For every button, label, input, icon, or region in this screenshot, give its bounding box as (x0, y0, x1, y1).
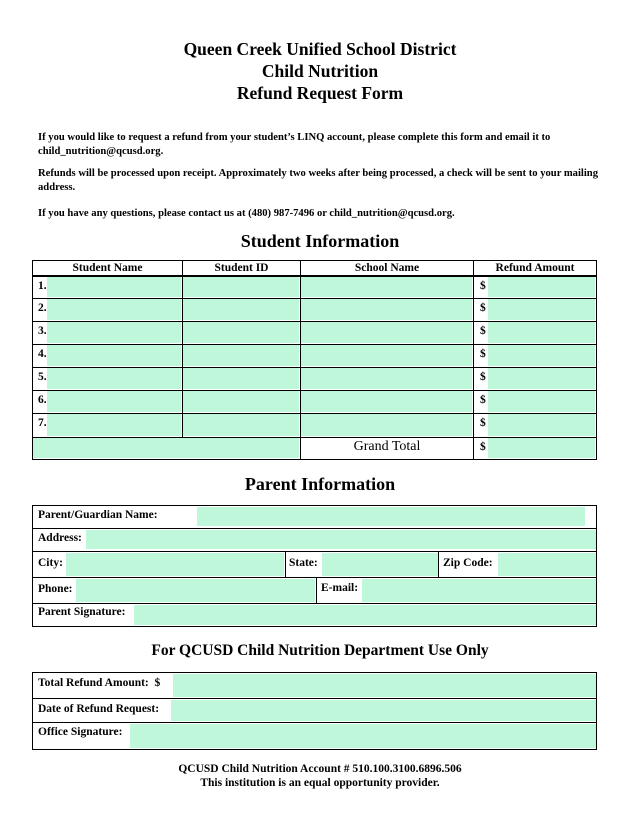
parent-row-line (32, 551, 597, 552)
grand-total-currency: $ (480, 441, 486, 453)
row-number: 4. (38, 348, 47, 360)
refund-currency-symbol: $ (480, 348, 486, 360)
office-signature-label: Office Signature: (38, 726, 123, 738)
student-section-title: Student Information (240, 231, 400, 251)
total-refund-amount-label (38, 677, 160, 689)
student-row-line (32, 344, 597, 345)
col-header-student-id: Student ID (214, 262, 269, 274)
grand-total-label: Grand Total (353, 439, 421, 454)
intro-paragraph-2: Refunds will be processed upon receipt. Approximately two weeks after being processed, a check will be sent to your mailing address. (38, 168, 598, 193)
parent-row-line (32, 528, 597, 529)
col-divider-1 (182, 260, 183, 438)
parent-col-line (316, 577, 317, 603)
col-header-school-name: School Name (354, 262, 420, 274)
refund-currency-symbol: $ (480, 371, 486, 383)
parent-col-line (438, 551, 439, 577)
state-label: State: (289, 557, 318, 569)
row-number: 1. (38, 280, 47, 292)
parent-signature-label: Parent Signature: (38, 606, 126, 618)
guardian-name-label: Parent/Guardian Name: (38, 509, 158, 521)
office-section-title: For QCUSD Child Nutrition Department Use Only (151, 642, 489, 659)
email-label: E-mail: (321, 582, 359, 594)
department-title: Child Nutrition (261, 61, 379, 81)
student-row-line (32, 437, 597, 438)
zip-code-label: Zip Code: (443, 557, 493, 569)
total-refund-currency: $ (154, 677, 161, 689)
col-divider-3 (473, 260, 474, 460)
refund-currency-symbol: $ (480, 325, 486, 337)
parent-row-line (32, 577, 597, 578)
parent-row-line (32, 603, 597, 604)
col-header-refund-amount: Refund Amount (495, 262, 575, 274)
address-label: Address: (38, 532, 82, 544)
student-row-line (32, 413, 597, 414)
student-row-line (32, 298, 597, 299)
phone-label: Phone: (38, 583, 73, 595)
equal-opportunity-statement: This institution is an equal opportunity provider. (200, 777, 440, 789)
total-refund-amount-text: Total Refund Amount: (38, 677, 149, 689)
refund-currency-symbol: $ (480, 280, 486, 292)
parent-section-title: Parent Information (244, 474, 396, 494)
account-number: QCUSD Child Nutrition Account # 510.100.3100.6896.506 (178, 763, 462, 775)
student-row-line (32, 321, 597, 322)
parent-col-line (285, 551, 286, 577)
student-table-border (32, 260, 597, 460)
student-row-line (32, 367, 597, 368)
refund-currency-symbol: $ (480, 394, 486, 406)
form-title: Refund Request Form (236, 83, 404, 103)
student-row-line (32, 390, 597, 391)
intro-paragraph-3: If you have any questions, please contact us at (480) 987-7496 or child_nutrition@qcusd.org. (38, 208, 455, 219)
header-divider (32, 275, 597, 277)
refund-request-date-label: Date of Refund Request: (38, 703, 160, 715)
city-label: City: (38, 557, 63, 569)
refund-currency-symbol: $ (480, 417, 486, 429)
row-number: 6. (38, 394, 47, 406)
intro-paragraph-1: If you would like to request a refund from your student’s LINQ account, please complete this form and email it to child_nutrition@qcusd.org. (38, 132, 551, 157)
row-number: 5. (38, 371, 47, 383)
office-row-line (32, 698, 597, 699)
row-number: 2. (38, 302, 47, 314)
refund-currency-symbol: $ (480, 302, 486, 314)
office-row-line (32, 722, 597, 723)
row-number: 7. (38, 417, 47, 429)
col-header-student-name: Student Name (72, 262, 143, 274)
col-divider-2 (300, 260, 301, 460)
row-number: 3. (38, 325, 47, 337)
district-title: Queen Creek Unified School District (183, 39, 457, 59)
